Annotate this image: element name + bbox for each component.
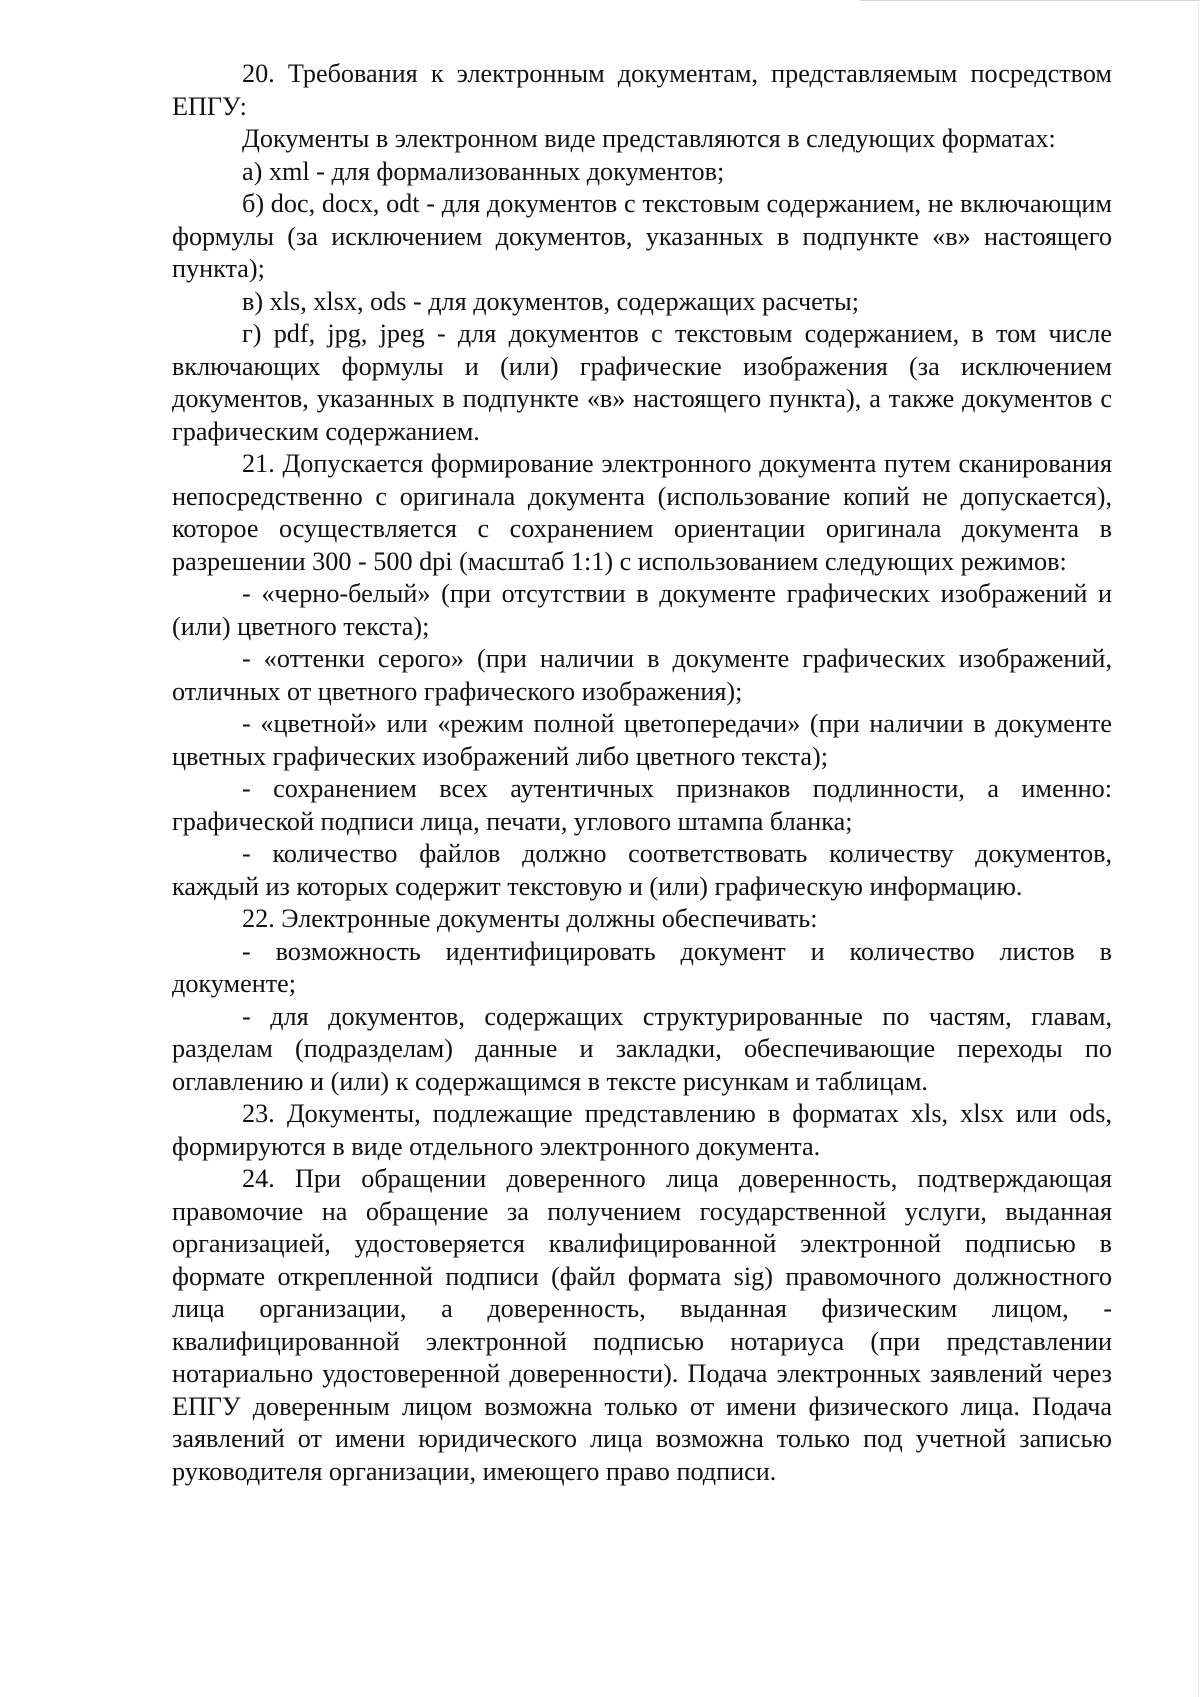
paragraph-23: 23. Документы, подлежащие представлению в форматах xls, xlsx или ods, формируются в виде отдельного электронного документа. <box>172 1099 1112 1161</box>
paragraph-format-b: б) doc, docx, odt - для документов с текстовым содержанием, не включающим формулы (за исключением документов, указанных в подпункте «в» настоящего пункта); <box>172 189 1112 283</box>
paragraph-22: 22. Электронные документы должны обеспечивать: <box>242 904 818 933</box>
paragraph-24: 24. При обращении доверенного лица доверенность, подтверждающая правомочие на обращение за получением государственной услуги, выданная организацией, удостоверяется квалифицированной электронной подписью в формате открепленной подписи (файл формата sig) правомочного должностного лица организации, а доверенность, выданная физическим лицом, - квалифицированной электронной подписью нотариуса (при представлении нотариально удостоверенной доверенности). Подача электронных заявлений через ЕПГУ доверенным лицом возможна только от имени физического лица. Подача заявлений от имени юридического лица возможна только под учетной записью руководителя организации, имеющего право подписи. <box>172 1164 1112 1486</box>
paragraph-format-g: г) pdf, jpg, jpeg - для документов с текстовым содержанием, в том числе включающих формулы и (или) графические изображения (за исключением документов, указанных в подпункте «в» настоящего пункта), а также документов с графическим содержанием. <box>172 319 1112 446</box>
paragraph-identify: - возможность идентифицировать документ и количество листов в документе; <box>172 936 1112 998</box>
paragraph-format-a: а) xml - для формализованных документов; <box>242 156 725 186</box>
scan-edge-top <box>860 0 1200 1</box>
paragraph-mode-color: - «цветной» или «режим полной цветопередачи» (при наличии в документе цветных графических изображений либо цветного текста); <box>172 709 1112 771</box>
paragraph-authenticity: - сохранением всех аутентичных признаков подлинности, а именно: графической подписи лица, печати, углового штампа бланка; <box>172 774 1112 836</box>
paragraph-20: 20. Требования к электронным документам, представляемым посредством ЕПГУ: <box>172 59 1112 121</box>
paragraph-mode-bw: - «черно-белый» (при отсутствии в документе графических изображений и (или) цветного текста); <box>172 579 1112 641</box>
document-body <box>172 58 1112 1488</box>
paragraph-file-count: - количество файлов должно соответствовать количеству документов, каждый из которых содержит текстовую и (или) графическую информацию. <box>172 839 1112 901</box>
paragraph-formats-intro: Документы в электронном виде представляются в следующих форматах: <box>242 124 1056 153</box>
scan-edge-right <box>1198 0 1199 1697</box>
paragraph-21: 21. Допускается формирование электронного документа путем сканирования непосредственно с оригинала документа (использование копий не допускается), которое осуществляется с сохранением ориентации оригинала документа в разрешении 300 - 500 dpi (масштаб 1:1) с использованием следующих режимов: <box>172 449 1112 576</box>
paragraph-format-v: в) xls, xlsx, ods - для документов, содержащих расчеты; <box>242 286 860 316</box>
paragraph-structured: - для документов, содержащих структурированные по частям, главам, разделам (подразделам) данные и закладки, обеспечивающие переходы по оглавлению и (или) к содержащимся в тексте рисункам и таблицам. <box>172 1001 1112 1096</box>
paragraph-mode-grayscale: - «оттенки серого» (при наличии в документе графических изображений, отличных от цветного графического изображения); <box>172 644 1112 706</box>
